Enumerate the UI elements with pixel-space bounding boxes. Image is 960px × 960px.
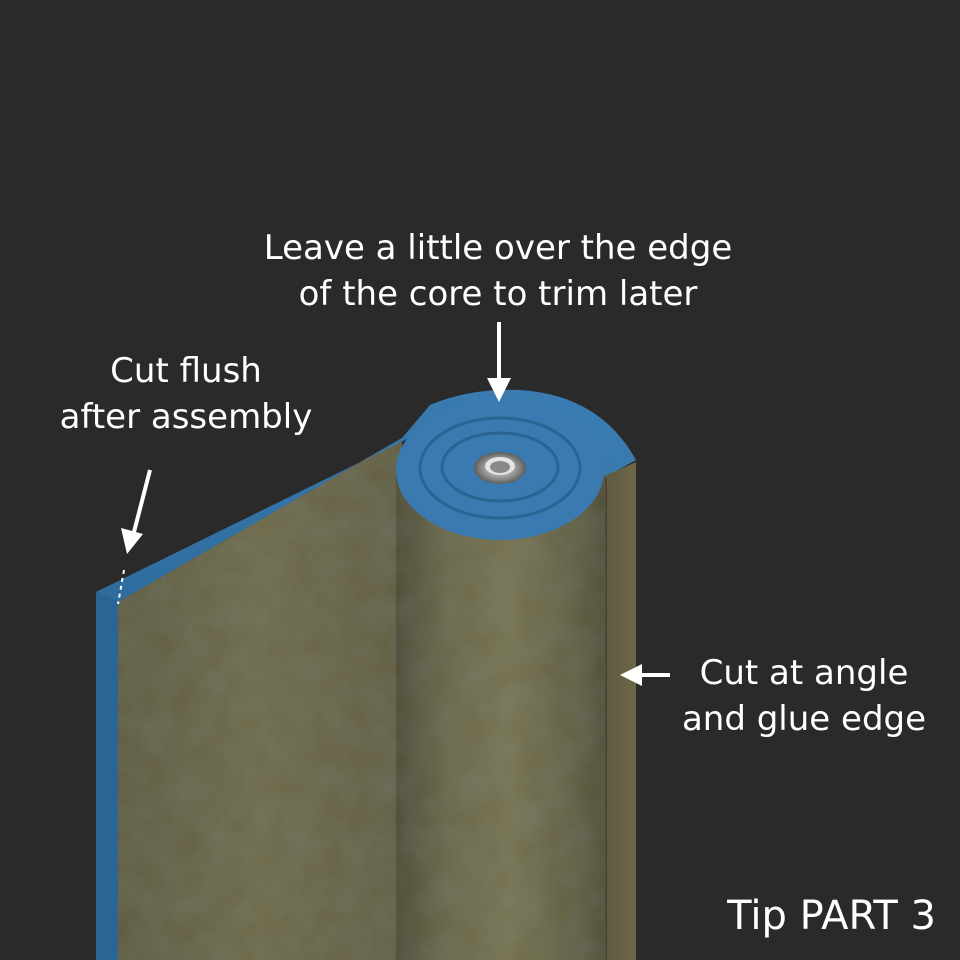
annotation-trim-later <box>230 225 766 317</box>
roll-cylinder-texture <box>396 470 604 960</box>
annotation-trim-later-line1: Leave a little over the edge <box>263 228 733 268</box>
core-hole-inner <box>490 461 510 473</box>
arrow-diagonal-icon <box>121 470 150 554</box>
annotation-trim-later-line2: of the core to trim later <box>298 274 698 314</box>
annotation-cut-angle <box>666 650 942 742</box>
annotation-cut-angle-line2: and glue edge <box>681 699 927 739</box>
annotation-cut-flush <box>36 348 336 440</box>
annotation-cut-angle-line1: Cut at angle <box>699 653 909 693</box>
tip-part-label: Tip PART 3 <box>727 893 936 939</box>
annotation-cut-flush-line2: after assembly <box>59 397 313 437</box>
annotation-cut-flush-line1: Cut flush <box>110 351 262 391</box>
flat-sheet-left-edge <box>96 592 118 960</box>
